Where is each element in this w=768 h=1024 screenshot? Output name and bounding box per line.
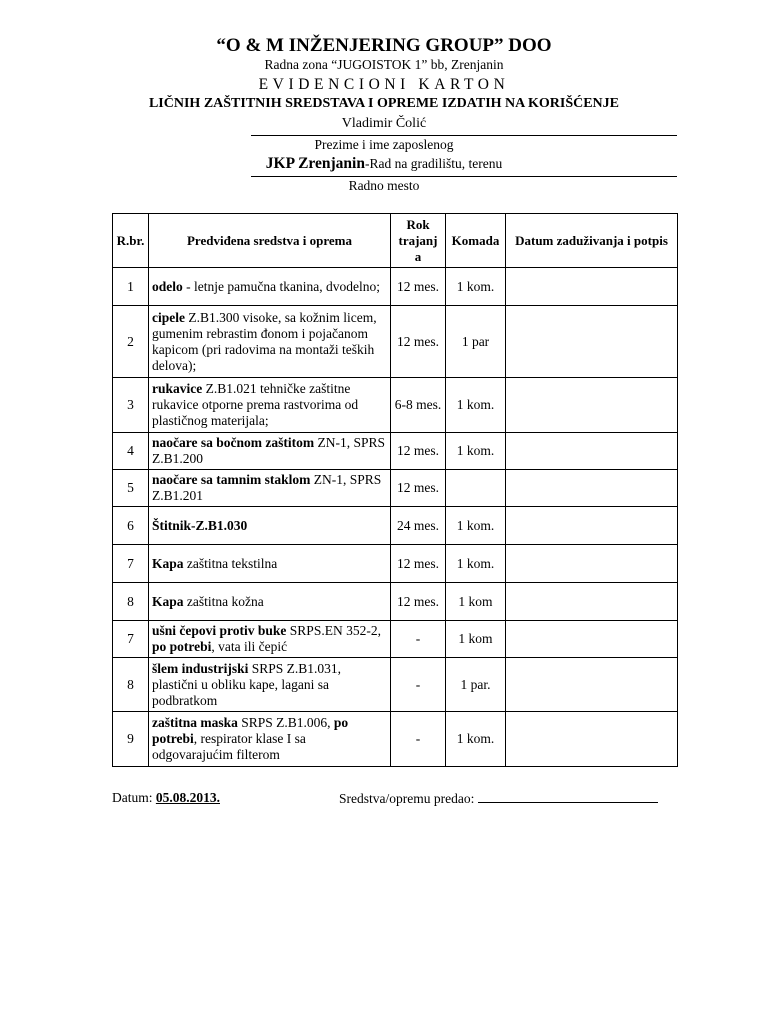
item-name: Kapa — [152, 593, 184, 609]
item-duration: 12 mes. — [391, 268, 446, 306]
table-row — [113, 621, 678, 658]
item-duration: 12 mes. — [391, 545, 446, 583]
header-quantity: Komada — [446, 214, 506, 268]
workplace-employer: JKP Zrenjanin — [265, 155, 365, 172]
row-number: 7 — [113, 545, 149, 583]
item-details-extra: , respirator klase I sa odgovarajućim filterom — [152, 731, 306, 762]
item-quantity: 1 kom. — [446, 378, 506, 433]
header-item: Predviđena sredstva i oprema — [149, 214, 391, 268]
workplace-description: -Rad na gradilištu, terenu — [364, 156, 503, 171]
item-duration: - — [391, 658, 446, 712]
item-duration: 12 mes. — [391, 306, 446, 378]
workplace-divider — [251, 176, 677, 177]
row-number: 3 — [113, 378, 149, 433]
item-details: zaštitna tekstilna — [183, 555, 278, 571]
item-details: SRPS.EN 352-2, — [286, 623, 381, 638]
item-duration: 24 mes. — [391, 507, 446, 545]
item-description — [149, 712, 391, 767]
item-description — [149, 545, 391, 583]
item-details: SRPS Z.B1.031, plastični u obliku kape, lagani sa podbratkom — [152, 660, 342, 708]
item-description — [149, 658, 391, 712]
item-details-extra: , vata ili čepić — [211, 639, 288, 654]
item-date-sign-cell[interactable] — [506, 583, 678, 621]
item-quantity: 1 par — [446, 306, 506, 378]
item-name: cipele — [152, 309, 185, 325]
item-name: naočare sa bočnom zaštitom — [152, 435, 315, 450]
date-label: Datum: — [112, 790, 156, 805]
item-name: rukavice — [152, 381, 203, 396]
item-description — [149, 583, 391, 621]
row-number: 2 — [113, 306, 149, 378]
item-details: ZN-1, SPRS Z.B1.200 — [152, 435, 386, 466]
item-date-sign-cell[interactable] — [506, 621, 678, 658]
item-quantity: 1 kom. — [446, 507, 506, 545]
item-date-sign-cell[interactable] — [506, 268, 678, 306]
item-quantity: 1 kom. — [446, 545, 506, 583]
item-details: SRPS Z.B1.006, — [237, 715, 334, 730]
item-name: šlem industrijski — [152, 660, 249, 676]
item-description — [149, 378, 391, 433]
handover-signature-line[interactable] — [478, 790, 658, 803]
company-name: “O & M INŽENJERING GROUP” DOO — [216, 35, 552, 56]
row-number: 8 — [113, 658, 149, 712]
item-note: po potrebi — [152, 639, 212, 654]
table-row — [113, 545, 678, 583]
row-number: 8 — [113, 583, 149, 621]
item-quantity: 1 par. — [446, 658, 506, 712]
item-date-sign-cell[interactable] — [506, 545, 678, 583]
item-duration: 6-8 mes. — [391, 378, 446, 433]
header-rbr: R.br. — [113, 214, 149, 268]
row-number: 7 — [113, 621, 149, 658]
employee-name: Vladimir Čolić — [341, 116, 427, 131]
item-date-sign-cell[interactable] — [506, 433, 678, 470]
item-date-sign-cell[interactable] — [506, 712, 678, 767]
date-field — [112, 790, 220, 806]
item-description — [149, 507, 391, 545]
item-quantity — [446, 470, 506, 507]
row-number: 6 — [113, 507, 149, 545]
item-duration: - — [391, 621, 446, 658]
document-title: EVIDENCIONI KARTON — [258, 76, 510, 93]
document-subtitle: LIČNIH ZAŠTITNIH SREDSTAVA I OPREME IZDATIH NA KORIŠĆENJE — [148, 96, 620, 111]
table-row — [113, 378, 678, 433]
row-number: 5 — [113, 470, 149, 507]
item-description — [149, 470, 391, 507]
item-date-sign-cell[interactable] — [506, 378, 678, 433]
item-duration: 12 mes. — [391, 433, 446, 470]
header-date-sign: Datum zaduživanja i potpis — [506, 214, 678, 268]
item-details: zaštitna kožna — [183, 593, 264, 609]
item-quantity: 1 kom. — [446, 268, 506, 306]
workplace — [0, 155, 768, 173]
table-row — [113, 507, 678, 545]
row-number: 4 — [113, 433, 149, 470]
table-row — [113, 712, 678, 767]
item-name: Štitnik-Z.B1.030 — [152, 517, 248, 533]
company-address: Radna zona “JUGOISTOK 1” bb, Zrenjanin — [264, 57, 504, 72]
employee-name-label: Prezime i ime zaposlenog — [314, 137, 454, 152]
item-quantity: 1 kom — [446, 621, 506, 658]
item-duration: 12 mes. — [391, 583, 446, 621]
table-row — [113, 306, 678, 378]
item-date-sign-cell[interactable] — [506, 470, 678, 507]
table-row — [113, 658, 678, 712]
item-name: zaštitna maska — [152, 715, 238, 730]
item-details: Z.B1.300 visoke, sa kožnim licem, gumenim rebrastim đonom i pojačanom kapicom (pri radovima na montaži teških delova); — [152, 309, 377, 373]
equipment-table — [112, 213, 678, 767]
row-number: 9 — [113, 712, 149, 767]
item-description — [149, 268, 391, 306]
item-quantity: 1 kom. — [446, 433, 506, 470]
name-divider — [251, 135, 677, 136]
table-row — [113, 583, 678, 621]
item-date-sign-cell[interactable] — [506, 507, 678, 545]
table-header-row — [113, 214, 678, 268]
handover-field — [339, 790, 658, 807]
row-number: 1 — [113, 268, 149, 306]
header-duration: Rok trajanj a — [391, 214, 446, 268]
table-row — [113, 470, 678, 507]
item-quantity: 1 kom. — [446, 712, 506, 767]
item-note: po potrebi — [152, 715, 349, 746]
item-description — [149, 621, 391, 658]
item-description — [149, 433, 391, 470]
table-body — [113, 268, 678, 767]
item-date-sign-cell[interactable] — [506, 306, 678, 378]
item-date-sign-cell[interactable] — [506, 658, 678, 712]
handover-label: Sredstva/opremu predao: — [339, 791, 475, 806]
item-details: Z.B1.021 tehničke zaštitne rukavice otporne prema rastvorima od plastičnog materijala; — [152, 381, 359, 428]
workplace-label: Radno mesto — [348, 178, 420, 193]
item-name: odelo — [152, 278, 183, 294]
item-description — [149, 306, 391, 378]
item-duration: 12 mes. — [391, 470, 446, 507]
date-value: 05.08.2013. — [155, 790, 220, 805]
item-duration: - — [391, 712, 446, 767]
item-details: ZN-1, SPRS Z.B1.201 — [152, 472, 382, 503]
item-details: - letnje pamučna tkanina, dvodelno; — [182, 278, 380, 294]
item-quantity: 1 kom — [446, 583, 506, 621]
item-name: naočare sa tamnim staklom — [152, 472, 311, 487]
table-row — [113, 433, 678, 470]
item-name: ušni čepovi protiv buke — [152, 623, 287, 638]
table-row — [113, 268, 678, 306]
item-name: Kapa — [152, 555, 184, 571]
